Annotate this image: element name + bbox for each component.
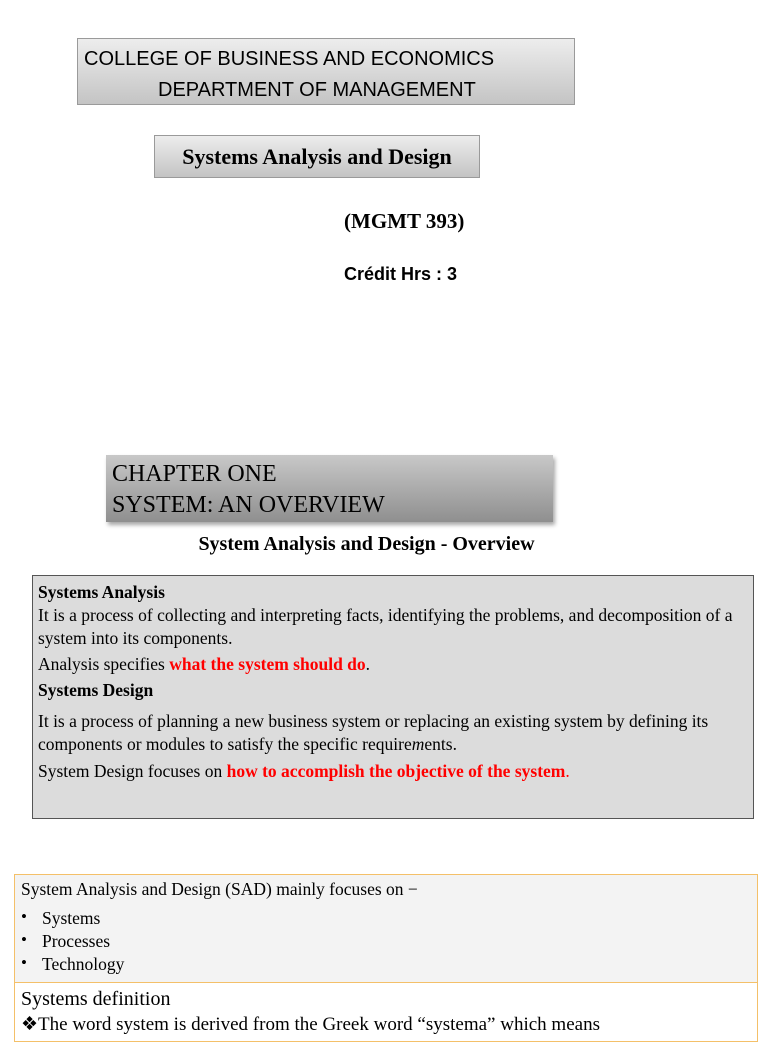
definitions-box xyxy=(32,575,754,819)
design-focus-suffix: . xyxy=(565,761,570,781)
list-item-label: Technology xyxy=(42,954,125,974)
list-item xyxy=(21,930,751,953)
chapter-title-box xyxy=(106,455,553,522)
bullet-icon: • xyxy=(21,953,27,972)
list-item xyxy=(21,907,751,930)
list-item-label: Processes xyxy=(42,931,111,951)
list-item-label: Systems xyxy=(42,908,101,928)
chapter-number: CHAPTER ONE xyxy=(112,461,277,487)
analysis-specifies xyxy=(38,653,745,676)
design-title: Systems Design xyxy=(38,680,154,700)
analysis-specifies-highlight: what the system should do xyxy=(169,654,366,674)
design-focus-prefix: System Design focuses on xyxy=(38,761,227,781)
design-focus-highlight: how to accomplish the objective of the system xyxy=(226,761,566,781)
design-text-part2: ents. xyxy=(424,734,457,754)
systems-definition-title: Systems definition xyxy=(21,988,171,1010)
overview-heading: System Analysis and Design - Overview xyxy=(198,533,535,555)
analysis-specifies-suffix: . xyxy=(365,654,371,674)
systems-definition-box xyxy=(14,982,758,1042)
department-name: DEPARTMENT OF MANAGEMENT xyxy=(158,79,476,101)
list-item xyxy=(21,953,751,976)
diamond-bullet-icon: ❖ xyxy=(21,1014,39,1035)
sad-focus-list xyxy=(21,907,751,976)
design-text-italic: m xyxy=(411,734,425,754)
college-header-box xyxy=(77,38,575,105)
credit-hours: Crédit Hrs : 3 xyxy=(344,264,458,284)
sad-focus-intro: System Analysis and Design (SAD) mainly focuses on − xyxy=(21,879,418,899)
systems-definition-text xyxy=(21,1012,751,1038)
design-focus xyxy=(38,760,745,783)
course-code: (MGMT 393) xyxy=(344,209,465,233)
college-name: COLLEGE OF BUSINESS AND ECONOMICS xyxy=(84,48,495,70)
analysis-title: Systems Analysis xyxy=(38,582,165,602)
bullet-icon: • xyxy=(21,930,27,949)
sad-focus-box xyxy=(14,874,758,982)
chapter-name: SYSTEM: AN OVERVIEW xyxy=(112,492,385,518)
course-title: Systems Analysis and Design xyxy=(154,135,480,178)
bullet-icon: • xyxy=(21,907,27,926)
design-text-part1: It is a process of planning a new business system or replacing an existing system by defining its components or modules to satisfy the specific require xyxy=(38,711,709,754)
systems-definition-sentence: The word system is derived from the Greek word “systema” which means xyxy=(38,1014,600,1035)
analysis-text: It is a process of collecting and interpreting facts, identifying the problems, and decomposition of a system into its components. xyxy=(38,605,733,648)
design-text xyxy=(38,710,745,756)
analysis-specifies-prefix: Analysis specifies xyxy=(38,654,170,674)
